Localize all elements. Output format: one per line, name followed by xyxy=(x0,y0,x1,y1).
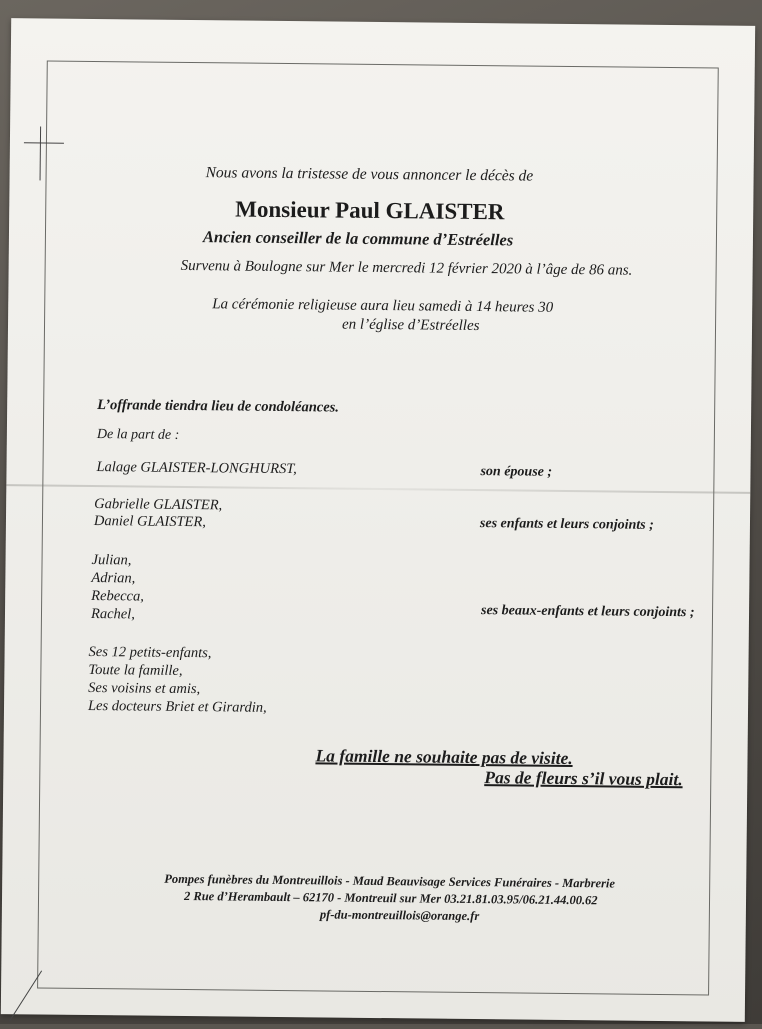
stepchildren-relation: ses beaux-enfants et leurs conjoints ; xyxy=(480,603,695,621)
children-relation: ses enfants et leurs conjoints ; xyxy=(479,516,654,533)
deceased-details: Survenu à Boulogne sur Mer le mercredi 12 février 2020 à l’âge de 86 ans. xyxy=(180,257,633,279)
corner-fold-mark xyxy=(9,970,42,1021)
family-other-3: Ses voisins et amis, xyxy=(88,679,201,698)
family-other-1: Ses 12 petits-enfants, xyxy=(88,643,212,662)
deceased-role: Ancien conseiller de la commune d’Estréelles xyxy=(202,227,514,250)
stepchild-name-2: Adrian, xyxy=(91,570,136,587)
no-flowers-notice: Pas de fleurs s’il vous plait. xyxy=(484,767,683,790)
family-other-4: Les docteurs Briet et Girardin, xyxy=(87,697,267,716)
family-other-2: Toute la famille, xyxy=(88,661,183,679)
cross-icon-vertical xyxy=(40,126,42,180)
cross-icon-horizontal xyxy=(24,142,64,143)
ceremony-line-1: La cérémonie religieuse aura lieu samedi à 14 heures 30 xyxy=(212,296,554,316)
child-name-2: Daniel GLAISTER, xyxy=(93,513,207,531)
ceremony-line-2: en l’église d’Estréelles xyxy=(341,316,480,335)
funeral-notice-card xyxy=(1,18,755,1022)
deceased-name: Monsieur Paul GLAISTER xyxy=(235,196,505,225)
stepchild-name-3: Rebecca, xyxy=(91,588,145,605)
stepchild-name-1: Julian, xyxy=(91,552,132,569)
offering-note: L’offrande tiendra lieu de condoléances. xyxy=(97,397,340,416)
footer-address: 2 Rue d’Herambault – 62170 - Montreuil sur Mer 03.21.81.03.95/06.21.44.00.62 xyxy=(183,888,598,908)
no-visit-notice: La famille ne souhaite pas de visite. xyxy=(315,745,573,769)
spouse-relation: son épouse ; xyxy=(480,464,553,480)
from-label: De la part de : xyxy=(96,427,180,443)
announcement-intro: Nous avons la tristesse de vous annoncer le décès de xyxy=(205,164,534,185)
child-name-1: Gabrielle GLAISTER, xyxy=(94,496,223,514)
footer-company: Pompes funèbres du Montreuillois - Maud Beauvisage Services Funéraires - Marbrerie xyxy=(164,871,615,891)
spouse-name: Lalage GLAISTER-LONGHURST, xyxy=(96,459,297,478)
footer-email: pf-du-montreuillois@orange.fr xyxy=(319,907,480,924)
stepchild-name-4: Rachel, xyxy=(90,606,135,623)
